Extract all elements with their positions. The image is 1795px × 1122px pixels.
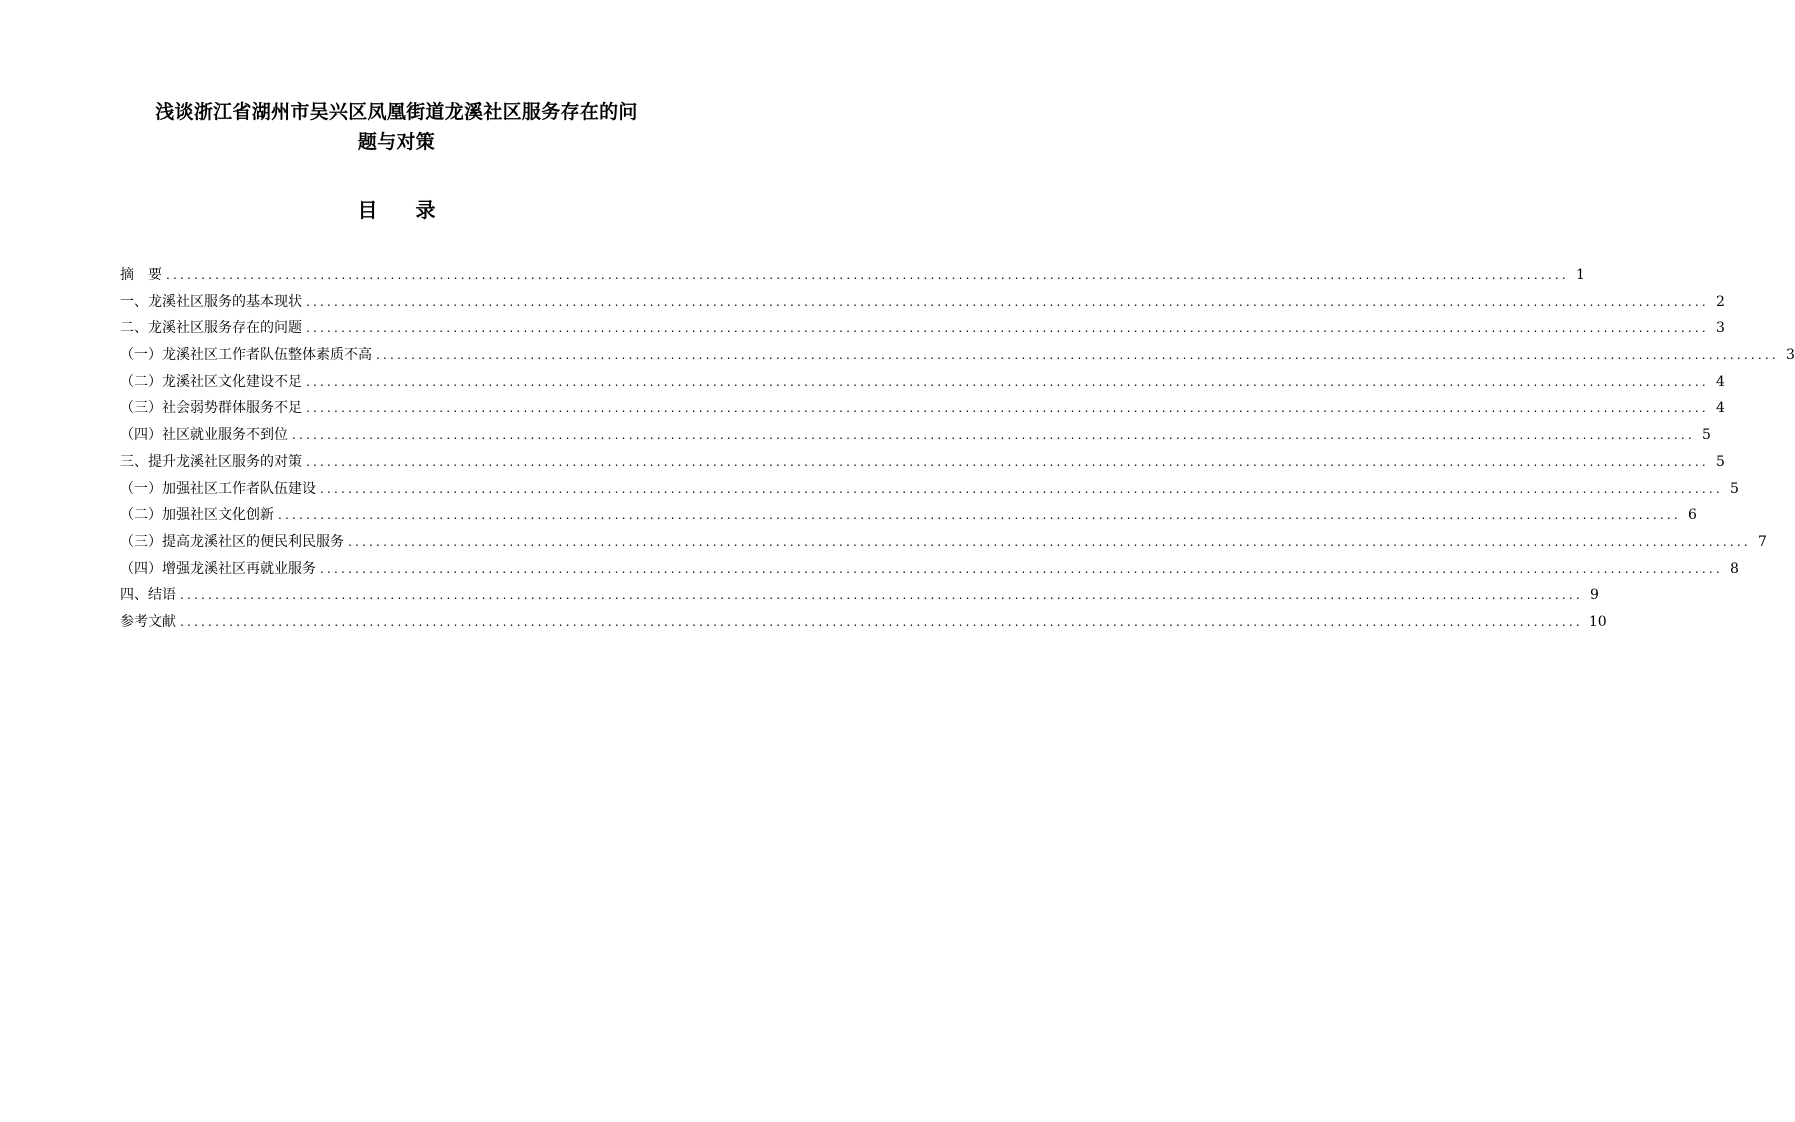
toc-leader-dots: ........................................................................................................................................................................................................	[306, 294, 1709, 309]
toc-entry-page: 9	[1589, 587, 1599, 604]
toc-entry[interactable]	[120, 529, 1767, 556]
toc-leader-dots: ........................................................................................................................................................................................................	[320, 561, 1723, 576]
toc-leader-dots: ........................................................................................................................................................................................................	[320, 481, 1723, 496]
toc-entry[interactable]	[120, 262, 1585, 289]
toc-entry-label: （三）提高龙溪社区的便民利民服务	[120, 533, 344, 550]
toc-leader-dots: ........................................................................................................................................................................................................	[292, 428, 1695, 443]
toc-entry-label: 一、龙溪社区服务的基本现状	[120, 293, 302, 310]
toc-entry-page: 7	[1757, 533, 1767, 550]
toc-entry-label: （四）增强龙溪社区再就业服务	[120, 560, 316, 577]
toc-leader-dots: ........................................................................................................................................................................................................	[306, 321, 1709, 336]
toc-heading-right: 录	[415, 198, 436, 222]
toc-entry-page: 6	[1687, 507, 1697, 524]
toc-leader-dots: ........................................................................................................................................................................................................	[306, 401, 1709, 416]
toc-entry[interactable]	[120, 422, 1711, 449]
toc-entry-label: 参考文献	[120, 613, 176, 630]
toc-entry-page: 5	[1729, 480, 1739, 497]
toc-heading-left: 目	[357, 198, 378, 222]
toc-entry-label: （三）社会弱势群体服务不足	[120, 400, 302, 417]
document-title-line-2: 题与对策	[357, 131, 436, 153]
toc-entry-page: 3	[1785, 347, 1795, 364]
toc-entry-page: 1	[1575, 267, 1585, 283]
toc-entry[interactable]	[120, 476, 1739, 503]
toc-entry-page: 3	[1715, 320, 1725, 337]
toc-leader-dots: ........................................................................................................................................................................................................	[278, 508, 1681, 523]
toc-entry-label: 四、结语	[120, 587, 176, 604]
toc-entry[interactable]	[120, 502, 1697, 529]
toc-entry-page: 5	[1715, 453, 1725, 470]
toc-entry-page: 4	[1715, 400, 1725, 417]
toc-entry[interactable]	[120, 289, 1725, 316]
toc-leader-dots: ........................................................................................................................................................................................................	[376, 348, 1779, 363]
toc-entry-label: （一）龙溪社区工作者队伍整体素质不高	[120, 347, 372, 364]
toc-entry[interactable]	[120, 609, 1607, 636]
toc-leader-dots: ........................................................................................................................................................................................................	[348, 534, 1751, 549]
toc-entry-label: 摘 要	[120, 267, 162, 283]
document-title-line-1: 浅谈浙江省湖州市吴兴区凤凰街道龙溪社区服务存在的问	[155, 101, 638, 123]
toc-entry-label: （二）龙溪社区文化建设不足	[120, 373, 302, 390]
toc-entry[interactable]	[120, 582, 1599, 609]
toc-entry[interactable]	[120, 315, 1725, 342]
table-of-contents	[120, 262, 1795, 636]
toc-entry[interactable]	[120, 556, 1739, 583]
toc-entry[interactable]	[120, 395, 1725, 422]
toc-entry-page: 4	[1715, 373, 1725, 390]
toc-entry[interactable]	[120, 342, 1795, 369]
toc-entry-page: 8	[1729, 560, 1739, 577]
toc-entry-page: 2	[1715, 293, 1725, 310]
toc-leader-dots: ........................................................................................................................................................................................................	[306, 454, 1709, 469]
toc-entry-label: （一）加强社区工作者队伍建设	[120, 480, 316, 497]
toc-leader-dots: ........................................................................................................................................................................................................	[180, 588, 1583, 603]
toc-entry[interactable]	[120, 449, 1725, 476]
toc-entry-label: （四）社区就业服务不到位	[120, 427, 288, 444]
toc-entry-label: 三、提升龙溪社区服务的对策	[120, 453, 302, 470]
toc-entry[interactable]	[120, 369, 1725, 396]
toc-entry-page: 10	[1588, 613, 1607, 630]
toc-entry-label: （二）加强社区文化创新	[120, 507, 274, 524]
toc-entry-page: 5	[1701, 427, 1711, 444]
toc-heading	[0, 194, 793, 223]
toc-leader-dots: ........................................................................................................................................................................................................	[180, 614, 1583, 629]
toc-entry-label: 二、龙溪社区服务存在的问题	[120, 320, 302, 337]
toc-leader-dots: ........................................................................................................................................................................................................	[166, 268, 1569, 282]
toc-leader-dots: ........................................................................................................................................................................................................	[306, 374, 1709, 389]
